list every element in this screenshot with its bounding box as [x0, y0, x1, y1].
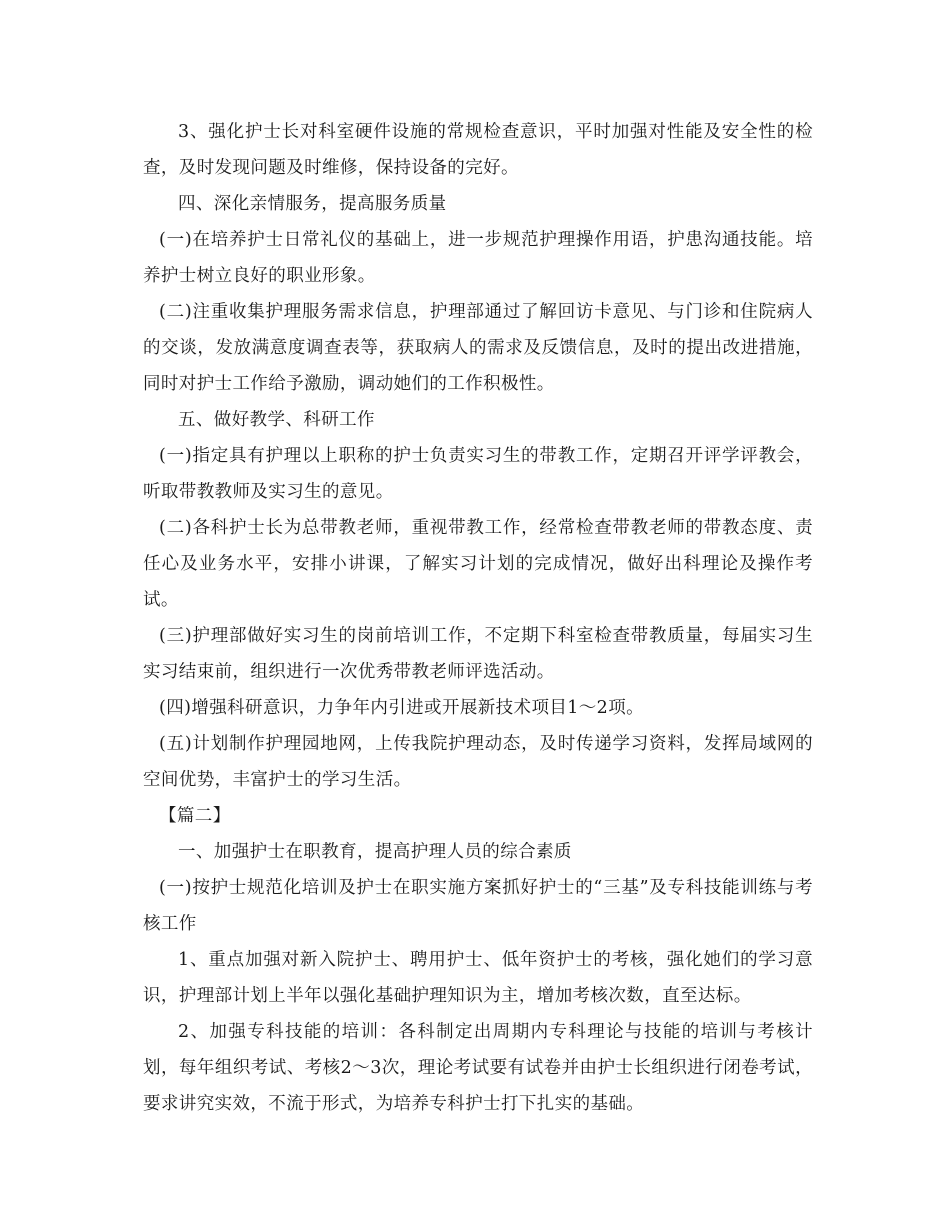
paragraph-etiquette: (一)在培养护士日常礼仪的基础上，进一步规范护理操作用语，护患沟通技能。培养护士树立良好的职业形象。	[143, 230, 813, 286]
section-heading-teaching-research: 五、做好教学、科研工作	[178, 410, 375, 430]
section-heading-in-service-education: 一、加强护士在职教育，提高护理人员的综合素质	[178, 842, 572, 862]
paragraph-nursing-website: (五)计划制作护理园地网，上传我院护理动态，及时传递学习资料，发挥局域网的空间优势，丰富护士的学习生活。	[143, 734, 813, 790]
chapter-heading-part-two: 【篇二】	[159, 806, 231, 826]
paragraph-service-feedback: (二)注重收集护理服务需求信息，护理部通过了解回访卡意见、与门诊和住院病人的交谈，发放满意度调查表等，获取病人的需求及反馈信息，及时的提出改进措施，同时对护士工作给予激励，调动她们的工作积极性。	[143, 302, 813, 394]
paragraph-standardized-training: (一)按护士规范化培训及护士在职实施方案抓好护士的“三基”及专科技能训练与考核工作	[143, 878, 813, 934]
paragraph-hardware-inspection: 3、强化护士长对科室硬件设施的常规检查意识，平时加强对性能及安全性的检查，及时发现问题及时维修，保持设备的完好。	[143, 122, 813, 178]
paragraph-new-nurse-assessment: 1、重点加强对新入院护士、聘用护士、低年资护士的考核，强化她们的学习意识，护理部计划上半年以强化基础护理知识为主，增加考核次数，直至达标。	[143, 950, 813, 1006]
paragraph-intern-mentoring: (一)指定具有护理以上职称的护士负责实习生的带教工作，定期召开评学评教会，听取带教教师及实习生的意见。	[143, 446, 813, 502]
paragraph-head-nurse-teaching: (二)各科护士长为总带教老师，重视带教工作，经常检查带教老师的带教态度、责任心及业务水平，安排小讲课，了解实习计划的完成情况，做好出科理论及操作考试。	[143, 518, 813, 610]
document-body	[143, 114, 813, 1122]
paragraph-pre-job-training: (三)护理部做好实习生的岗前培训工作，不定期下科室检查带教质量，每届实习生实习结束前，组织进行一次优秀带教老师评选活动。	[143, 626, 813, 682]
paragraph-research-awareness: (四)增强科研意识，力争年内引进或开展新技术项目1～2项。	[159, 698, 645, 718]
paragraph-specialty-training: 2、加强专科技能的培训：各科制定出周期内专科理论与技能的培训与考核计划，每年组织考试、考核2～3次，理论考试要有试卷并由护士长组织进行闭卷考试，要求讲究实效，不流于形式，为培养专科护士打下扎实的基础。	[143, 1022, 813, 1114]
section-heading-service: 四、深化亲情服务，提高服务质量	[178, 194, 447, 214]
